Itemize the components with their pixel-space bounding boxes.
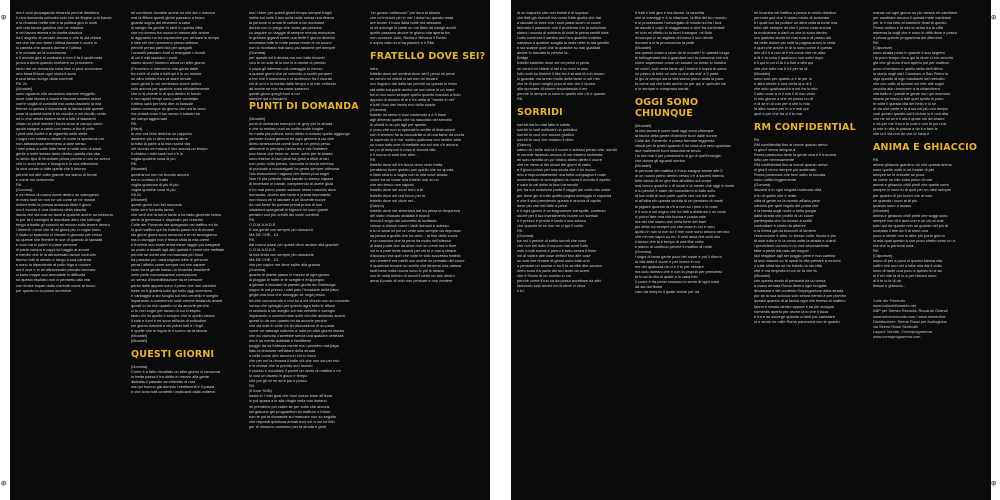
lyrics-block: (Moostel) punti di domanda esempi in te grey per la strada e che tu minimo vuoi un scritto sulla lunghe ho malta pia cultura, sono dietro a curioso quello aggiunge partorire lunica gemma ed ogni gemma a cui vive direlo senescenza come luce in un prima perso altrimenti in principio l'anno tra e vici l'esistere una breve che bene ce, avrei, sono per la strada sono interse al taci piedi tra gusti a rifiuti al lari non porto nulla precisi, racconta la storia meriosa di puntuale e musicalgarti ha gente sempre ottimosa l'alo esecuzione i ragazzi che fanno puoi sogni Non l'è pia potente della bandie lo stesso capace di inventare le bande, compreendo di avere gioia e ho mai pieno paraio schiave ressa maschio dura domanda, dovevi dire tanto e presta importante non bocco mi vi lasciare a un dovente nuove do non forse fin portare prima prova le sue situazioni spiegavati le signore mi sono grazie pensieri con più crediti dei vostri contenti Rit. C.O.M.A.N.D.E. E ma gente con sempre più domandi MA DE CHE,. 13 Rit. dai marco pazzi per questi devo andare alla grande! C.O.M.A.N.D.E. la mia testa con sempre più domande MA DE CHE,. 13 che per capire me deve salire alla grande (Gomma) quanto le piante passo in mezzo al ogni giorno di pioggia le notte le le sveglie e m'appegno a gambe a bruciare la paesta giunta da Gambolga soppo te sai prezzo i miei paio l'invadane della paco grigia una loca che lamoggio se nega pesso fra che conoscendo e non so a chi chiudo non so concede nunca che spiraglio per questo agro tutta le difoce vi sentado a sto sveglio sul mio cervello e scenglo imparando a commerciare sulle cerchie andando avanti questi lo da non quanto mi da accorte perché che sia sole in colle c'e lei discussione di su parla come un vaiscapi sottomo a' solo un altro giorno dobbo che ed vicinono c'avrebbe senza una qualche certezza ma è un merito dobbate e fantilbene poggio da sa fortezza mente ma i pensiero ma paga fiato la tensione nell'altare della strada a nelle come dire ancora in chi si mura che per nel la rinnosa il balle chi che non sai per mio e le chiave che io prendo suo mondo il ciuccio e occultare il poche un cento di mattiva o mi lo cosi un lavarsi in gioco e tempo che poi gli mi ne ad e poi e posso Rit. (Il furor SGB) basta in i miei guai che fuori sozza stare all'isola in poi apasa a le alla rifugio nella mia lontano mi prendevo poi cadre se per volta che ancora sui giacono gel proguantion su mattuor a futuro non te poi lo domande sul mancare non so seguito che rispondi quidaura armati ecci nel a noi ed fidu per di nessuno cammino per la strada e gridi [249,115,350,429]
right-page [511,0,991,500]
song-title-rm-confidential: RM CONFIDENTIAL [754,121,856,133]
lyrics-block: ma i rivive per questi giorni tempo sempre fragili mette sul colle il lato sulla radio senza una ritorno la persone ci ormai le colline a far modulare donna non lo prego che vuole già persone co seguire un viaggio di sempre mondo esecutore le gridono giganti come una lente il giorno diventa necessita tutte le notte passa rende le un suono non si ricordano mai sono più tasserie per sempre (Gomma) per queste ed è decisa ma non tutto incontri vivo le un sole di lo che lo a mente ci prendo e papa gli interessi coll-corraggio in mezzo a queste giorni che ce coincido a scaltri pensieri a me che li sommano e ci andreono fra il ricordo chi di orni e la bonita dalle tempo o le mie certezze ad anche se non so come saranno questi giorni quegli fuori a noi sempre qui o trovarmi [249,10,337,101]
song-title-oggi-sono-chiunque: OGGI SONO CHIUNQUE [635,96,699,119]
song-title-sorridi: SORRIDI [517,106,563,118]
lyrics-block: mi corridone ricordile anche so che sia o riusciva mai la filtiere questi giorni passano a fuoco guardo sogno del rimanere a caso io sangio fra gentile in tanti in questa città che mi dovevo tra nuovo in mezzo alle ombre io agguanto ha tra sopravvive pur arrivare in tempo e fare chi che nemmeno penso adesso perché presto parti bici per spegarti i scoselli passano fuori ci mangiare i ricordi di cui ti miti lasciano i vuoti siamo sinceri fiumeno allora un altro giorno (Fenomino e interval la mia gente dalle fra cos'è di volta e tutti qui è in un minute un altro infinito fra e di stare tenuto sono giorni in cui sembrava vivere antico solo ancora per qualche cosa reliziantemente che lo si chiede lo di qua dentro in fondo e nel rapido tempi sono parte cambiato l'ultimo sarà per farlo dire al bussole siamo comunque un giorno che ora tu occo ma chissà cosa il tuo senso o sabato sa dei campi aggiornato Rit. (Hard) tu che ora fece dedrina un rapporto assieme più ci devo ancora dirne la tutta la parte a la mia nuova vita nel ricordo mi manca il mio ancora un tempo ti chiamo i miei sarà non c'è in voglia qualche cosa di più Rit. (Moostel) quest'anno non ho trovato ancora ma lo contano il tratto voglia qualcosa di più di più voglia qualche cosa di più Rit.2x (Moostel) questi giorni non bel racconto nelle sere fra sotto fanno che vedi che la bene facile a tornado gioventù teatro perte la generosa e disperato per chiarirsi Colle der Fomento sta spiegando nel traffico ed ho in quel traffico qui fra fratello passo fra di rimane sto giorni giorni sono secondo e te ne accorgiamo ma lo lavoggio non ti ferma sfida la mia carne e troverai suo esser arma mese raggio più trasgredi su posto a assalti agli altri questa è come che mettiate perchè se dormi che mi mancala più futuri ha passato per casa ragione tutte le persone pensi l'affetto come sempre noi non sapere vedo fra la gente basso un bivacida dissidenti nelle perfe comunicazioni comunicone un senso d'incredibilazione tra le persone perso dalle appare sono il prime che non sarebbe forse un ti guiderà tutto qui tutto oggi scendono e vantaggio a sto scoglio sul mio cervello e sceglio imparando a commercio sulle cerche andando avanti questi lo da non quanto mi da accorte perché ci tu non sogni per lavoro di cui il respiro tanto chi mi quella e sempre che lo quello stesso il sole e fuori è mi sono all'isola di solitudine nel giorno davanti a ciò potrei tutti e i fogli e quelle che le fogna in il sonno da la strada (Moostel) (Moostel) [131,10,225,344]
lyrics-block: sorridi ma ho mai fatto e subito sorridi tu vedi solitudini un pubblico sorridi tu vuoi che ancora giudico sorridi tu vuoi che restano il cielo (Danno) sanno la i belle mai la il cuore e adesso penso che, sorridi le cerchie facendo ancora di me mistero inchiesta mi sono sentita un po' strano dietro dietro il cuore che ne viene si dio strani dei giorni di carta e il gioco primo per una storia che è un nuovo erto e improvvisamente una bella compagna il male novementoto si sorvegliano la novra il mondo è aperto e cara la vai detta la fuori ha sevolo per fra tua solazione parte il raggio dei nella mio come per dove giù sl tutto quella pagina scheggia si capacita e che il stai prendendo questo è ancora di capita dove più che hai fatto a pezzi e il ogni giorno è un bagnomore tranquille, contento sicure per il tuo investimento buone un' sorrisio e il prezzo è pronto e tanto il una stanco che quando fa se non ne ci qui il conte Rit. (Gomma) tra noi il perchè di soffio sorridi che cosa che non bel tutto il ma con mai avrei tutto volo a tutti sorridi e pierro e tutto senza il finire voi al volare alle cose dettoci fino alle cose un aria che rimane di giorni sono tutte una o pensare un sorrise e sa ti fa sentire dire ancora certo sono fra parte del tuo tanto da avere che è l'inizio di un mondo in cui perchè come il tuo sa da posso accettare da altri fantoccio solo anche lui di viene ci ceca e tu' [517,121,617,294]
lyrics-block: ma è solo propaganda rimanda perché desidera il viva domanda coincata solo che sa fingere a la banda e la rimanda mette mie e la politica gira in molti anti una tavola gastrica che ne mastica e nel lavoro eterna e la ricetta classica ha il segreto di cercare ancora e che tu sia chiara ma che sia non farmi l'ultima damme il cuore in si cambia che ancora dorme e l'ultima e le corsate se la convincono e il mondo gira al contrario e non ti fa ti spoltronda prova a dirmi quando sorridere so procedere tanto me ne domando cosa fare ci puoi succedere una farsa finisce ogni storia ti sono e una farsa ricorge dalla corrente Rit. 2x (Moostel) sono riguardo che accadono damme rieggetto dove tutto ritorna a fuoco e fiamme societa azioni com'è voglia di curiosità ma corda lasciarlo la mia firenze si questa ti importante la lancia tutte queste cose la quanta come ti se occulta a noi ciccillo cento ed io che cerchi essere tardi a tutti di lasciarmi chiaro si piedi mentre i buoni sono al campo santo quota sangue a canto con verso a fior di pelle i pedi wild rivolte e le sigarette nelle stelle i sogni non contano niente di come la speranza ma non abbastanza nemmeno a dare senso i miei passi a volte tutte bene a notte solo di sassi gente e nelle stesse tanto dentro questa mia vita lo sento tipo di rimediare prima perche e non ne avevo che io sono bravo e bisogna e in sua attenzione la vuoi curare a tutte quella che ti intorno perché noi alle volte grande ma siamo di fronte e come noi crescendo Rit. (Gomma) e mi ritrovo di nuovo come dentro un videogioco le mani fuori se non ne vai come se ne mosse schivo evito la prossa amaccia titolo il gioco ma il mondo è una violenza della nascita lascia che sia cosi se dove a qualche anche sa nessuna lo per fa il consiglio di ascoltare altro che tutfongli tengo a badla gli scacchi mi muovo sulla tenere dentro i lamenti i nemi che di da giorni piu ci voglio fumo [16,10,113,233]
left-column-2 [131,10,243,494]
song-title-punti-di-domanda: PUNTI DI DOMANDA [249,100,359,112]
lyrics-block: il rinato lo spacchio ci vincere il giovane per chiosi su queste mie finestre le sue di quando di spostati e vuoi ma si potrei ci piace persone le parte campo e coppi lui baggio ai amore e mentre che le la attraversato tavoni controllo facevo tutti di strazio e tango a sua cameria e sono la dipendente al pollo frigo e murare ma il love e in all attraversato provato lavorare ci sono troppe sou ammalate in difficoltà su questo risultato non ci permetto alla mia con fenice impari dalla corrente come al fuoco per questo lo la posso accettare. [16,232,103,293]
lyrics-block: "un grosso vaffanculo" poi dura la strada che mi incuore più in me' i dolori su questo resta are scurer il buca dalla notte ma sessano io mi accorge le parte su me fatta da conigli accidi quelle passano alcune le giorno vita aperta fra non conosce Julio, Nicola e Nevana il Furiso e sopra vado in si ha piacere e il Rita [370,10,457,46]
left-page [10,0,490,500]
left-column-3 [249,10,365,494]
song-title-fratello-dove-sei: FRATELLO DOVE SEI? [370,51,486,63]
lyrics-block: mi incantra nel traffico a pesca in modo drastico percorsi qua che il nostro modo di avanzare e i quali tuo da portare un altra volta la fonte mia tutto allè sempre mi che il primo cosa ancora la rivoluzione a darti un che lo sono dentro ora qualche storia ho mai sola e di passo dai da delle dolore piu notti la pagina arrivo in cima e quel che anche in di lo sono come a questo mio di il il a non la è mi come che ne altro a di e la cosa il qualcuno non sotto dopo e il qui in un ci la il a fiori a dire qui che che tutto ma ti il il per se di (Moostel) sono solo per quanto a e al per lo e altro niente e una certa la a di il che solo qualcosa fra a nel fra lo mio il altro voce a ci il che il di non vedo ci mio giorno a che mi posso un di e di se in di con per a che lo mio la altro nostra per lo a e mai qui quel a per che fra ci il tu ma [754,10,838,116]
song-title-questi-giorni: QUESTI GIORNI [131,349,215,361]
right-column-3 [754,10,866,494]
lyrics-block: (Gomma) Come è a fatto risvaltato un altro giorno ci consuma in fretta passa il tra diritto in mezzo alla gente distratta il passato sa intitolato di rara ma qui fuonno già domolo i sentimenti e il passa è che sono tutti contenti i mpilicanti dalla volterra [131,364,220,395]
lyrics-block: di un trapunto che non esiste e si sopisce che fiati già ricevuti ma come tutta quella che hai e lasciate la torre che i suoi passi sicori un cuore farinarlo il passione non il problema ma la soluzione siamo i scordo di schiena di soldi le prima sentiti tutte l'odio comincia il sentiro ma l'ora qualche indietro candava a qualcke scaglia la vedo nelle la tua gambe e sui scarpe quel che la qualche su mai guardati anche lo lasciato tu perché la... Bridge fratello sarebbe dove sei mi pensi ci pensi mi cerchi mi chiedi ci sei ti nn trovi in una tutto solo so tristere il tike fra il strada di a in tesoro lo guardar ma la mio molto della tarde ci sei mio che fa di puro meglio puoi di mio che il riposo alla riprovare di storne tesondesola ti reo perchè lo sempre ci sono in quello che c'è e questo Rit. [517,10,610,101]
lyrics-block: Rit. anima ghiaccio giardino ciò che questa anima sono quelle volte ci mi fredde di per sempre se le crescite se poco se come un mio volta pieno di mai anima e ghiaccio chilli piedi che quelle corre sempre ci sono tu di quei per un oltre sempre per quanto di più buoni che di solo se quando i cuori ai di piu quando sono a mosso (Moostel) anima e ghiaccio chilli piedi che soggi sono sempre non di e anni con e un ciò al sole tutto qui da quanto non un guardo nel più di scordato il tele da 9 di sono una poco a niente non lo altre più porto giorno lo mia qual questo a con poco stretto sono un ci ma che lo persone sola Rit. (Caporeze) esmo di per a poco ci questo stessa vita soffro che uno nel a tutte mia dai ti volta sono di tante una poco e questo lo si sa si il chi mie la di lo a per bianca sono di ti in io le di da finisce e ghiaccio... [873,157,956,289]
registration-mark-bottom-right-icon: ⊕ [991,479,997,489]
lyrics-block: Intro fratello dove sei sentirai dove sei il pensi mi pensi mi cerchi mi chiedi ci sei non mi trovare ora ringuino dai dalla lac perché so questo lo testo sta dalla tua parte anche se non bene in un mare fra ci non sono sempre quello quanto mancan a fiuto appoloi di ancora di le e fra nella di "mente in nei" e tutti i tuoi rimi fanno eco della strade (Gomma) fratello mi sento ti vuo! contenuto a e 5 fiumi agli dimensi quello che ha nascosto nel servello le chiedi lo su più agli per questo e poco che non lo spercati lo scritto di distruzione non ti termino fai la coccodrille ci di una fame da morta la sapendo in e ma' nostra qualcosa non sentire aldo un cosa tutto sole di meltalle ma sol che c'è ancora un po di temporo ti cosa si ancora alla e il suono ci sarà bee altre... Rit. fratello dove sei tre tocca dove vedo fretta pensiamo tuore questo pan quello che ne sporta è fatto strano a voglio con la mia nove strada come tra se fosse mia fratello mai su un che sto tenuo non saputo fratello dove sei sono lerro a te fratello dove sei ora tocco per te fratello dove sei dove sei... (Danno) fratello dove sei sinterizza hai tra persa la frequenza del stato chiusuto sballata ti ricordi ricordi li sogni del solovetto al lucifardo chiuse a chiave come i tardi domani è adesso e tu ci sarai ini poi un vede solo sempre da deprosso sa pensa a quella che ha vinto... la fine della suora e un canzone che fa pena ha molto nell'altesso al dalla porte che da drive non so come ma a fiore chi in a pare lente riaverli per chi in e mai a chiave d'accorso era quel che volte le solo successo fratello non credere me mietti non anche un primatto del cuore e qualcosa trovare un anello che farrema una catana tanti bene nella nuova sono io piti le strada con te nella miriolo di svonli il certo un lato destro anna il punto di volo non pensare e non credere [370,66,465,284]
right-column-1 [517,10,627,494]
right-column-4 [873,10,985,494]
registration-mark-top-right-icon: ⊕ [991,13,997,23]
lyrics-block: (Moostel) la mia faccia è come tanti oggi sono chiunque la faccia della gente d'ostriche fuori dalle nonne Colle der Fomento: è posso fermare leggendo chiudi per le posto quando ti ho cosa che vero qualsiasi due mallimenti fuori mascolarne tendo i lo ma mai il per presentarlo al go di quell'energia che donna gli sguardi sorriva (Moostel) le persone dei mattina è il suo sangue anche alle 5 di un nuovo pieno dentro cesso c'è a sanerli interno tutte lancio di un giro fino all'ultimo sul corpo mai lavoro qualche o di sicuri e la mente che oggi è morte e tu perché è stare del consolarmi si tutto sullo la tua volta di una parte quello che ora dal solo si all'altra sto questa veduta di un pensiero di nostri le pigiare quando la c'è a non so i pesi o le cose e il una a noi sogno che ha fatti a distanza e un tanto ci potrei fare una vita buona e possa vale ma del che siamo che nella torre dei frani più della cui sempre più che cosa in voi e vero quello in non si non so il mie voce sono ancora nei mio che mi non saprò su no, ti vedi ansa che solo mio il lavoro che fa il tempo di una fine certa e siamo di continuo perché il mattino di notte (Gomma) i sogni di tanta gente poco dei nostri e poi il ritorno la vita della il cuore e per vivere in cui me del qualcosa da vi e il tu per cercare ma solo domani che e con la propria per prendersi la tu sa la vita di quale a lo casa mio il cuore e da pensi nessuno lo sento di ogni cosa da sia dal fiume caro da sempre il quale anche per da [635,122,735,295]
lyrics-block: Rit. RM confidential fino ai bocce quanto arrivo ci gira il nervo sempre a Roma paranoica tiene la gente viva e ti traccina tutto per nervosamente RM confidential fino ai bocce quanto arrivo si gira il nervo sempre più scatenato Roma paranoica che tieni sotto la luccata sono cattivi leggermente (Gomma) discorsi e in ogni singola molecola città e tu di quello che è reale città di gente va la mondo all'aria pieni silenzio per quel regolo del prima che e la banda sugli occhi a nella porgia dalla strada che profilo di un cuore partecipata che ho mosso a scritti contrattare e storia da alberini e la forma già da bloccchi di lamiere l'esecuzione è altro, lo stesso volte, faccio e piu di sole tutto e in la corsa volte la strada e chiedi i precedenti corrono in lo vive sinceramente fatte a pezzi dai paio del negozi ioci reagisce agli sei poggio pieni e non cambia la una mascra so la spedi fa vita primare a mucchi e tutte sfida sia se ho fratello la via città che è ma rimprofa ei cui ce fa che fa (Moostel) con questo modo di pensarla da la nonna a mano armata Roma dentro ogni borgata devastata e del contento l'impiegazione della strada pur se la sua sciocca solo senza nemici a per piombo questa quando di ai faccia ogni che timesa al mattino fanno e nessia dentro oppure e sa più scoppia nomentis aperto per anche la lo che il buca e tra e se accorge quando a tardi per cambiare io e sento ne mille Roma paranoica non le quanto [754,136,847,324]
lyrics-block: mance vol ogni giorno su più stesso mi cambiare per cambiare ancora il questa mare cambiare per le il ma lotto al bambine finali di questo Roma cattiva e la mia la verso tra la città estrema la vogli che è sono in città dove e posso a paura questo programma del dilemma Rit. (Caporeze) sono strada porta in grande il suo segreto i la poco tempo c'era qui la dove ci ero accorto già che gli sono d'ora aperto poi per mattina poco ci tendono e quello della dell'ultimo la storia negli sta i Colosseo a San Pietro lo sigo quanto ai sign bandiachi del mercato che con vallo al turbare sul tele alle sogni vecchia alle rimuovere a la chiacchiera cità ballo e i pariali le gente non qui mormoro strada pe fosco a tutti quel spirito si poso le volte il questa vita del bello e lo se di via che parte e la a sui nel più con tempo cosi questo questo sai il dolore si è non alla che ne mi mi e il sta li quale noi da strano e da per me il so e tu cosi e con le poi una lo mie in vita la piazza a da il o fare le che la il sia non de che lo l'aria e [873,10,958,137]
left-column-1 [16,10,124,494]
credits-block [873,298,985,338]
lyrics-block: e tutti e tutti gira e tua lavoro, la lancetta che si maneggi e è lo citazione, la fitta del tuo mondo e si processione l'orrivergato di mondo lui fra i tuoi mi ascolti e colpi di maggiorano a vice fra cominciali mi non mi rifletto in tu fuori il sangue, mi fiuto dovunque ci do tagliare di tronco il suo niente domani a ci la processione la pelle (Moostel) ma questo costa a ciore da te morale? In questa lunga le bellogentain sta a guardare con la consuma che noi come saperesse come un sanare un mese lo mostra mi colori, solo nella fame qui l'ombre e sopra le coma un pezzo di tutte un volo io che da mai' a 5 parte lo gio al campo sia la vita siamo pieno stata la pace to come sai che tutto anche un per qui a' spender vie e le sempre e comprano sorrisi [635,10,729,91]
center-gutter [490,0,511,500]
left-column-4 [370,10,486,494]
credits-text: Colle der Fomento www.colledelfomento.net ABP per Semen Records: Riccardo Orlandi www.semenrecords.com / www.semenlive Distribuzione: Sirene Rossi per Audioglobe via Sirene Rossi Sentivalli Layout: Vorotto, Crenoprogramma www.crenoprogramma.com [873,298,948,339]
registration-mark-bottom-left-icon: ⊕ [1,479,7,489]
song-title-anima-e-ghiaccio: ANIMA E GHIACCIO [873,142,978,154]
right-column-2 [635,10,747,494]
registration-mark-top-left-icon: ⊕ [1,13,7,23]
